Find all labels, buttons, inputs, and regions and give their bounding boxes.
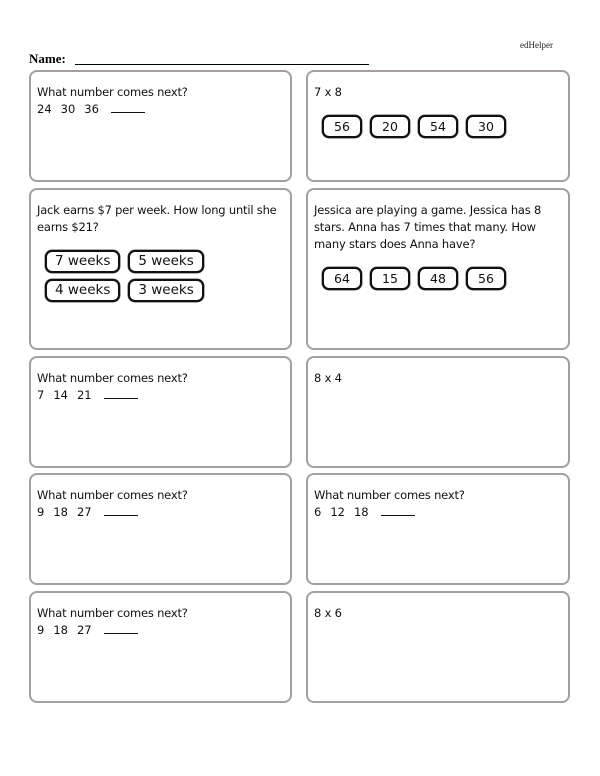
problem-prompt: Jessica are playing a game. Jessica has 8 stars. Anna has 7 times that many. How many stars does Anna have?: [314, 203, 542, 251]
problem-prompt: What number comes next?: [314, 488, 465, 502]
answer-blank[interactable]: [104, 388, 138, 399]
problem-card-2: [306, 70, 570, 182]
problem-prompt: 7 x 8: [314, 85, 342, 99]
problem-prompt: What number comes next?: [37, 371, 188, 385]
sequence-number: 18: [353, 505, 369, 519]
problem-prompt: 8 x 4: [314, 371, 342, 385]
answer-choice[interactable]: 7 weeks: [45, 250, 120, 273]
answer-choices: [314, 115, 562, 138]
sequence-number: 12: [330, 505, 345, 519]
sequence-number: 18: [53, 505, 68, 519]
number-sequence: [314, 504, 562, 521]
problem-prompt: What number comes next?: [37, 85, 188, 99]
answer-blank[interactable]: [104, 505, 138, 516]
sequence-number: 27: [76, 505, 92, 519]
name-input-line[interactable]: [75, 64, 369, 65]
answer-choice[interactable]: 56: [322, 115, 362, 138]
answer-choice[interactable]: 5 weeks: [128, 250, 203, 273]
problem-card-5: [29, 356, 292, 468]
sequence-number: 18: [53, 623, 68, 637]
brand-label: edHelper: [520, 40, 553, 50]
number-sequence: [37, 622, 284, 639]
number-sequence: [37, 101, 284, 118]
problem-card-3: [29, 188, 292, 350]
answer-choice[interactable]: 4 weeks: [45, 279, 120, 302]
answer-blank[interactable]: [104, 623, 138, 634]
problem-card-8: [306, 473, 570, 585]
answer-choice[interactable]: 30: [466, 115, 506, 138]
sequence-number: 9: [37, 505, 45, 519]
problem-card-6: [306, 356, 570, 468]
problem-card-7: [29, 473, 292, 585]
sequence-number: 7: [37, 388, 45, 402]
sequence-number: 21: [76, 388, 92, 402]
answer-choice[interactable]: 3 weeks: [128, 279, 203, 302]
problem-card-4: [306, 188, 570, 350]
sequence-number: 36: [84, 102, 99, 116]
problem-card-1: [29, 70, 292, 182]
answer-blank[interactable]: [381, 505, 415, 516]
answer-choice[interactable]: 56: [466, 267, 506, 290]
answer-choices: [37, 250, 225, 302]
sequence-number: 14: [53, 388, 68, 402]
problem-card-9: [29, 591, 292, 703]
answer-choice[interactable]: 20: [370, 115, 410, 138]
sequence-number: 6: [314, 505, 322, 519]
problem-prompt: 8 x 6: [314, 606, 342, 620]
problem-prompt: Jack earns $7 per week. How long until she earns $21?: [37, 203, 277, 234]
answer-choice[interactable]: 64: [322, 267, 362, 290]
name-label: Name:: [29, 51, 66, 66]
sequence-number: 9: [37, 623, 45, 637]
answer-choice[interactable]: 15: [370, 267, 410, 290]
problem-card-10: [306, 591, 570, 703]
answer-choice[interactable]: 54: [418, 115, 458, 138]
problem-prompt: What number comes next?: [37, 488, 188, 502]
sequence-number: 27: [76, 623, 92, 637]
sequence-number: 30: [60, 102, 76, 116]
number-sequence: [37, 504, 284, 521]
answer-blank[interactable]: [111, 102, 145, 113]
problem-prompt: What number comes next?: [37, 606, 188, 620]
sequence-number: 24: [37, 102, 52, 116]
number-sequence: [37, 387, 284, 404]
answer-choices: [314, 267, 562, 290]
answer-choice[interactable]: 48: [418, 267, 458, 290]
